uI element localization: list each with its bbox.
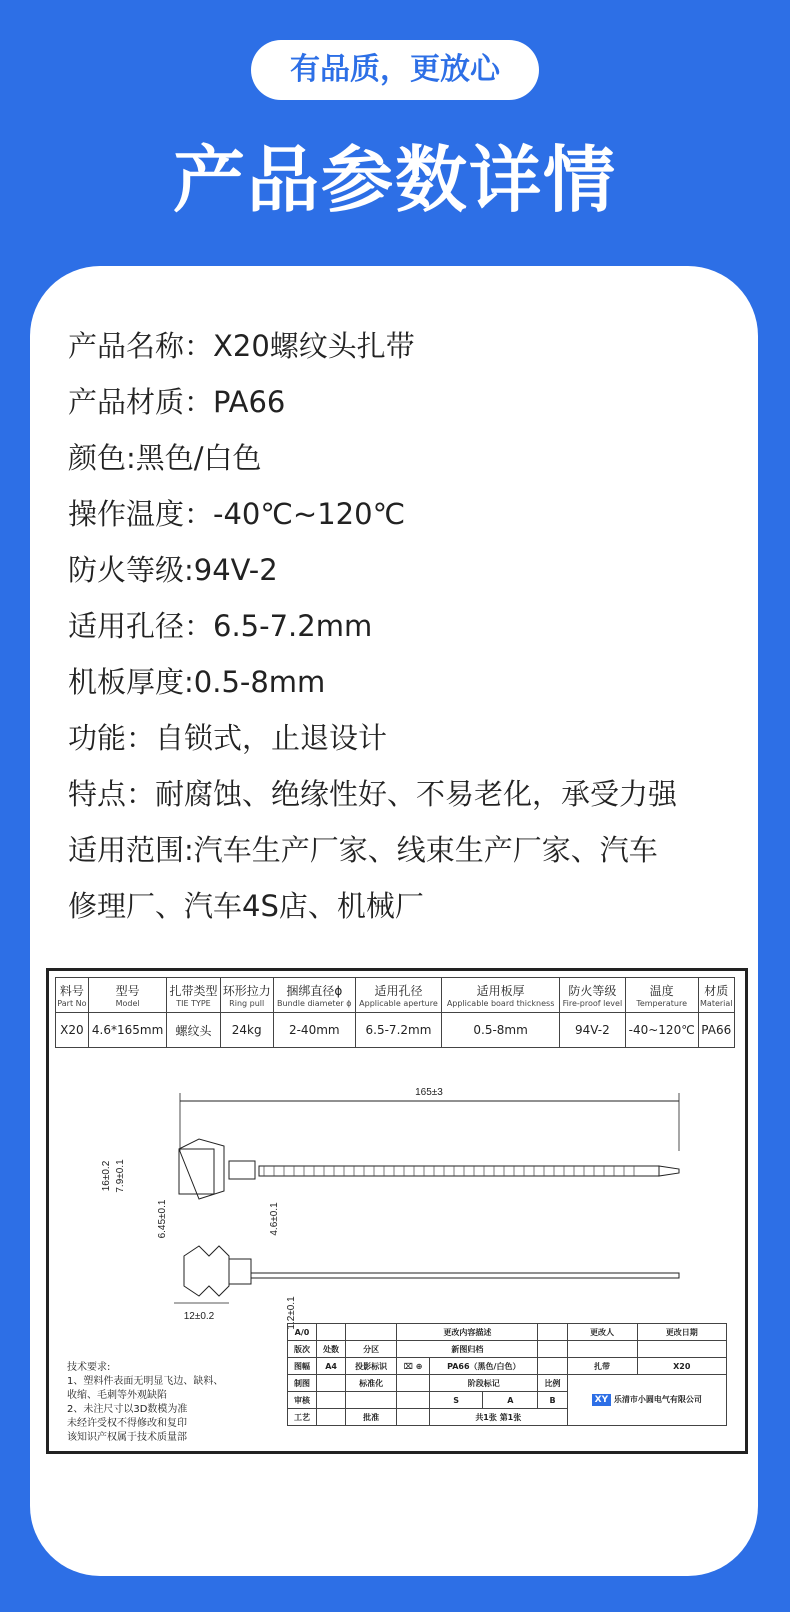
cell-ring-pull: 24kg bbox=[220, 1013, 273, 1048]
spec-aperture: 适用孔径：6.5-7.2mm bbox=[68, 609, 373, 643]
tb-cell bbox=[397, 1392, 430, 1409]
cell-part-no: X20 bbox=[56, 1013, 89, 1048]
header-cell: 捆绑直径ϕ Bundle diameter ϕ bbox=[273, 978, 355, 1013]
header-cell: 温度 Temperature bbox=[625, 978, 698, 1013]
spec-temperature: 操作温度：-40℃~120℃ bbox=[68, 497, 406, 531]
dim-head-inner: 7.9±0.1 bbox=[115, 1159, 126, 1193]
tb-cell: 阶段标记 bbox=[430, 1375, 538, 1392]
tb-cell bbox=[317, 1324, 346, 1341]
parameter-table bbox=[55, 977, 735, 1048]
cell-fire-level: 94V-2 bbox=[560, 1013, 626, 1048]
tb-cell bbox=[346, 1392, 397, 1409]
tb-cell: 审核 bbox=[288, 1392, 317, 1409]
company-logo-icon: XY bbox=[592, 1394, 611, 1406]
header-cell: 适用板厚 Applicable board thickness bbox=[442, 978, 560, 1013]
tb-cell: 工艺 bbox=[288, 1409, 317, 1426]
table-header-row bbox=[56, 978, 735, 1013]
tb-cell: 比例 bbox=[538, 1375, 567, 1392]
tb-cell bbox=[637, 1341, 726, 1358]
cell-bundle-diameter: 2-40mm bbox=[273, 1013, 355, 1048]
tb-cell: 处数 bbox=[317, 1341, 346, 1358]
page-title: 产品参数详情 bbox=[172, 138, 617, 222]
dim-thread: 6.45±0.1 bbox=[157, 1199, 168, 1239]
tb-cell bbox=[538, 1324, 567, 1341]
dim-head-width: 12±0.2 bbox=[183, 1311, 215, 1322]
tb-cell: 更改内容描述 bbox=[397, 1324, 538, 1341]
tb-cell: 图幅 bbox=[288, 1358, 317, 1375]
tb-cell: 分区 bbox=[346, 1341, 397, 1358]
tb-cell bbox=[397, 1409, 430, 1426]
tb-cell: PA66（黑色/白色） bbox=[430, 1358, 538, 1375]
spec-card bbox=[30, 266, 758, 1576]
tb-cell bbox=[397, 1375, 430, 1392]
tb-cell: 扎带 bbox=[567, 1358, 637, 1375]
company-name: 乐清市小圆电气有限公司 bbox=[613, 1395, 702, 1404]
cell-board-thickness: 0.5-8mm bbox=[442, 1013, 560, 1048]
spec-applications: 适用范围:汽车生产厂家、线束生产厂家、汽车 bbox=[68, 833, 658, 867]
tb-cell: 更改日期 bbox=[637, 1324, 726, 1341]
spec-name: 产品名称：X20螺纹头扎带 bbox=[68, 329, 415, 363]
tb-cell: B bbox=[538, 1392, 567, 1409]
header-cell: 型号 Model bbox=[88, 978, 167, 1013]
header-cell: 材质 Material bbox=[698, 978, 734, 1013]
header-cell: 扎带类型 TIE TYPE bbox=[167, 978, 220, 1013]
company-block bbox=[567, 1375, 726, 1426]
tb-cell bbox=[538, 1341, 567, 1358]
dim-length: 165±3 bbox=[415, 1087, 443, 1098]
quality-badge: 有品质，更放心 bbox=[251, 40, 539, 100]
spec-material: 产品材质：PA66 bbox=[68, 385, 286, 419]
title-block bbox=[287, 1323, 727, 1426]
tb-cell: 新图归档 bbox=[397, 1341, 538, 1358]
dim-strap-width: 4.6±0.1 bbox=[269, 1202, 280, 1236]
tb-cell: 标准化 bbox=[346, 1375, 397, 1392]
technical-drawing bbox=[46, 968, 748, 1454]
cable-tie-drawing bbox=[49, 1051, 739, 1331]
cell-temperature: -40~120℃ bbox=[625, 1013, 698, 1048]
projection-icon: ⌧ ⊕ bbox=[397, 1358, 430, 1375]
header-cell: 环形拉力 Ring pull bbox=[220, 978, 273, 1013]
table-row bbox=[288, 1324, 727, 1341]
technical-requirements: 技术要求: 1、塑料件表面无明显飞边、缺料、 收缩、毛刺等外观缺陷 2、未注尺寸以3D数模为准 未经许受权不得修改和复印 该知识产权属于技术质量部 bbox=[67, 1362, 224, 1443]
table-row bbox=[288, 1358, 727, 1375]
tb-cell bbox=[346, 1324, 397, 1341]
spec-function: 功能：自锁式，止退设计 bbox=[68, 721, 388, 755]
table-row bbox=[56, 1013, 735, 1048]
spec-applications-cont: 修理厂、汽车4S店、机械厂 bbox=[68, 889, 424, 923]
tb-cell bbox=[317, 1409, 346, 1426]
tb-cell: 批准 bbox=[346, 1409, 397, 1426]
header-cell: 防火等级 Fire-proof level bbox=[560, 978, 626, 1013]
tb-cell bbox=[317, 1375, 346, 1392]
cell-model: 4.6*165mm bbox=[88, 1013, 167, 1048]
tb-cell: 投影标识 bbox=[346, 1358, 397, 1375]
header-cell: 适用孔径 Applicable aperture bbox=[355, 978, 441, 1013]
sheet-info: 共1张 第1张 bbox=[430, 1409, 567, 1426]
tb-cell bbox=[317, 1392, 346, 1409]
cell-tie-type: 螺纹头 bbox=[167, 1013, 220, 1048]
cell-material: PA66 bbox=[698, 1013, 734, 1048]
spec-board-thickness: 机板厚度:0.5-8mm bbox=[68, 665, 326, 699]
tb-cell bbox=[567, 1341, 637, 1358]
tb-cell bbox=[538, 1358, 567, 1375]
table-row bbox=[288, 1375, 727, 1392]
dim-thickness: 1.2±0.1 bbox=[286, 1296, 297, 1330]
tb-cell: 更改人 bbox=[567, 1324, 637, 1341]
spec-list bbox=[68, 318, 677, 934]
table-row bbox=[288, 1341, 727, 1358]
spec-features: 特点：耐腐蚀、绝缘性好、不易老化，承受力强 bbox=[68, 777, 678, 811]
spec-fire-rating: 防火等级:94V-2 bbox=[68, 553, 278, 587]
cell-aperture: 6.5-7.2mm bbox=[355, 1013, 441, 1048]
spec-color: 颜色:黑色/白色 bbox=[68, 441, 262, 475]
tb-cell: A bbox=[483, 1392, 538, 1409]
tb-cell: X20 bbox=[637, 1358, 726, 1375]
tb-cell: A4 bbox=[317, 1358, 346, 1375]
tb-cell: 版次 bbox=[288, 1341, 317, 1358]
dim-head-height: 16±0.2 bbox=[101, 1160, 112, 1192]
tb-cell: 制图 bbox=[288, 1375, 317, 1392]
tb-cell: A/0 bbox=[288, 1324, 317, 1341]
tb-cell: S bbox=[430, 1392, 483, 1409]
header-cell: 料号 Part No bbox=[56, 978, 89, 1013]
